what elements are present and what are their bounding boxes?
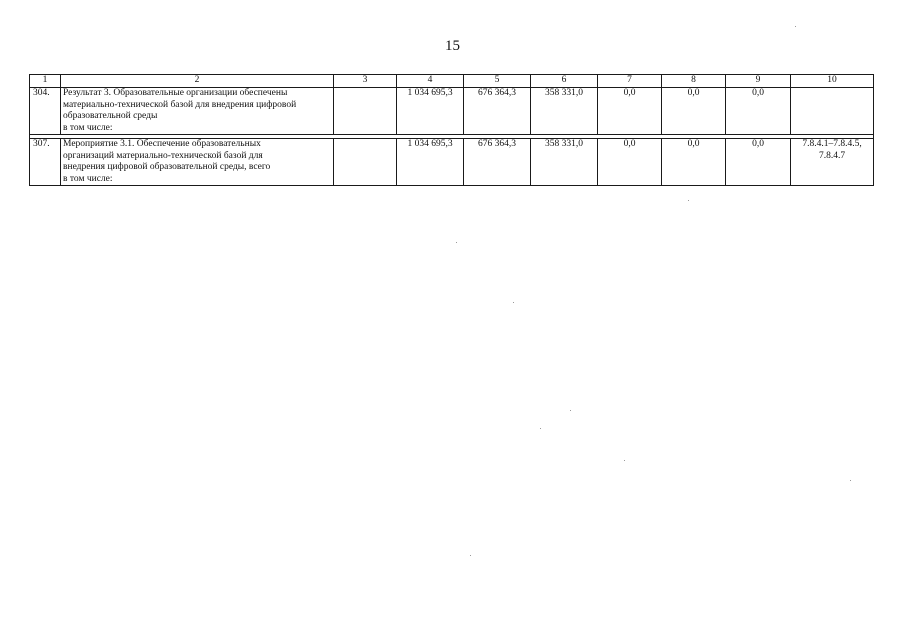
description-line: в том числе: [63,122,113,133]
scan-speck [850,480,851,481]
row-index: 307. [30,139,61,186]
row-index: 304. [30,88,61,135]
cell-col3 [334,139,397,186]
header-cell-8: 8 [662,75,726,88]
cell-col10 [791,88,874,135]
scan-speck [795,26,796,27]
description-line: материально-технической базой для внедрения цифровой [63,99,297,110]
description-line: образовательной среды [63,111,158,121]
description-line: в том числе: [63,173,113,184]
table-row [30,139,874,186]
table-row [30,88,874,135]
scan-speck [570,410,571,411]
scan-speck [624,460,625,461]
description-line: внедрения цифровой образовательной среды, всего [63,162,271,172]
cell-col4: 1 034 695,3 [397,88,464,135]
page-number: 15 [445,38,460,54]
scan-speck [456,242,457,243]
header-cell-7: 7 [598,75,662,88]
row-description [61,139,334,186]
header-cell-1: 1 [30,75,61,88]
budget-table [29,74,874,186]
cell-col7: 0,0 [598,88,662,135]
header-cell-3: 3 [334,75,397,88]
header-cell-6: 6 [531,75,598,88]
header-cell-2: 2 [61,75,334,88]
description-line: Мероприятие 3.1. Обеспечение образовательных [63,139,261,149]
reference-line: 7.8.4.7 [818,150,846,161]
reference-line: 7.8.4.1–7.8.4.5, [802,139,862,149]
header-cell-4: 4 [397,75,464,88]
cell-col8: 0,0 [662,88,726,135]
description-line: организаций материально-технической базой для [63,150,263,161]
cell-col6: 358 331,0 [531,139,598,186]
scan-speck [688,200,689,201]
scan-speck [540,428,541,429]
scan-speck [470,555,471,556]
cell-col4: 1 034 695,3 [397,139,464,186]
cell-col9: 0,0 [726,88,791,135]
header-cell-5: 5 [464,75,531,88]
cell-col3 [334,88,397,135]
cell-col5: 676 364,3 [464,88,531,135]
header-cell-9: 9 [726,75,791,88]
description-line: Результат 3. Образовательные организации обеспечены [63,88,288,98]
cell-col8: 0,0 [662,139,726,186]
cell-col6: 358 331,0 [531,88,598,135]
cell-col5: 676 364,3 [464,139,531,186]
cell-col9: 0,0 [726,139,791,186]
cell-col7: 0,0 [598,139,662,186]
cell-col10 [791,139,874,186]
header-row [30,75,874,88]
header-cell-10: 10 [791,75,874,88]
row-description [61,88,334,135]
scan-speck [513,302,514,303]
